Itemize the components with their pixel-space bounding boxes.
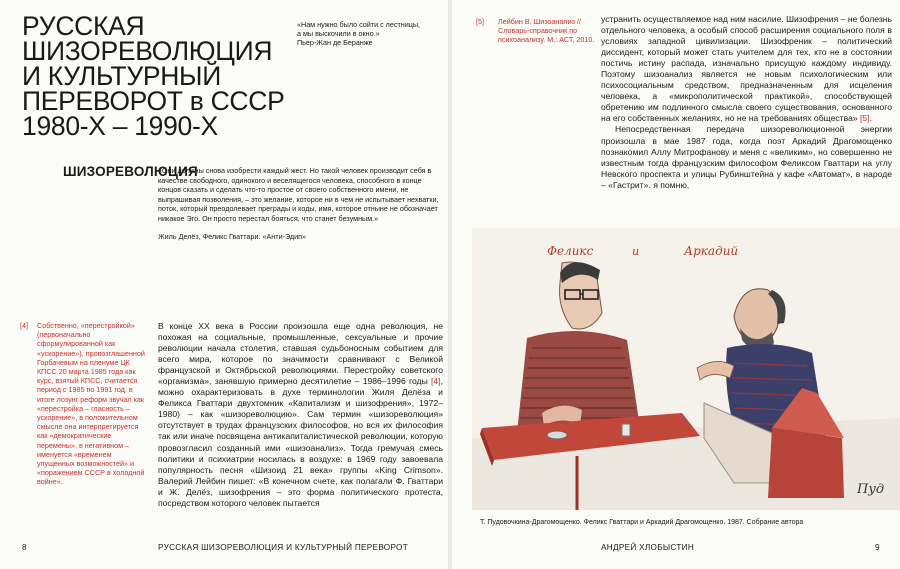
inscription-and: и <box>632 245 640 258</box>
body-text-part: устранить осуществляемое над ним насилие. Шизофрения – не болезнь отдельного человека, а особый способ расширения социального поля в условиях западной цивилизации. Шизофреник – политический диссидент, который может стать учителем для тех, кто не в состоянии постичь истину распада, изначально присущую каждому индивиду. Поэтому шизоанализ является не новым психологическим или психосоциальным средством, предназначенным для исцеления человека, а «микрополитической практикой», способствующей обретению им подлинного смысла своего существования, основанного на его собственных желаниях, но не на требованиях общества» <box>601 14 893 124</box>
body-paragraph <box>601 14 892 124</box>
figure-caption: Т. Пудовочкина-Драгомощенко. Феликс Гваттари и Аркадий Драгомощенко. 1987. Собрание автора <box>480 519 804 526</box>
body-paragraph <box>158 321 443 509</box>
epigraph-source: Жиль Делёз, Феликс Гваттари. «Анти-Эдип» <box>158 231 306 241</box>
body-text-part: , можно охарактеризовать в духе терминологии Жиля Делёза и Феликса Гваттари двухтомник «Капитализм и шизофрения», 1972–1980) – как «шизореволюцию». Сам термин «шизореволюция» отсутствует в трудах французских философов, но вся их философия так или иначе посвящена антикапиталистической революции, которую провозгласил созданный ими «шизоанализ». Тогда гремучая смесь политики и психиатрии носилась в воздухе: в 1969 году завоевала популярность песня «Шизоид 21 века» группы «King Crimson». Валерий Лейбин пишет: «В конечном счете, как полагали Ф. Гваттари и Ж. Делёз, шизофрения – это форма политического протеста, посредством которого человек пытается <box>158 376 443 508</box>
left-page <box>0 0 448 569</box>
body-paragraph: Непосредственная передача шизореволюционной энергии произошла в мае 1987 года, когда поэт Аркадий Драгомощенко познакомил Аллу Митрофанову и меня с «великим», но совершенно не известным тогда французским философом Феликсом Гваттари на углу Невского проспекта и улицы Рубинштейна у кафе «Автомат», в народе – «Гастрит». я помню, <box>601 124 892 190</box>
body-text-part: . <box>869 113 872 124</box>
footnote-text: Собственно, «перестройкой» (первоначально сформулированной как «ускорение»), провозглашенной Горбачевым на пленуме ЦК КПСС 20 марта 1985 года как курс, взятый КПСС, считается период с 1985 по 1991 год, в итоге лозунг реформ звучал как «перестройка – гласность – ускорение», в положительном смысле она интерпретируется как «демократические перемены», в негативном – именуется «временем упущенных возможностей» и «поражением СССР в холодной войне». <box>37 321 145 487</box>
epigraph-author: Пьер-Жан де Беранже <box>297 38 373 47</box>
epigraph-line-2: а мы выскочили в окно.» <box>297 29 380 38</box>
epigraph-deleuze <box>158 166 443 241</box>
epigraph-beranger <box>297 20 447 47</box>
section-heading: ШИЗОРЕВОЛЮЦИЯ <box>63 164 198 179</box>
body-text-left <box>158 321 443 509</box>
title-line-1: РУССКАЯ <box>22 11 145 41</box>
epigraph-quote: «Они должны снова изобрести каждый жест. Но такой человек производит себя в качестве свободного, одинокого и веселящегося человека, способного в конце концов сказать и сделать что-то простое от своего собственного имени, не выпрашивая позволения, – это желание, которое ни в чем не испытывает нехватки, поток, который преодолевает преграды и коды, имя, которое отныне не обозначает никакое Эго. Он просто перестал бояться, что станет безумным.» <box>158 166 439 223</box>
body-text-part: В конце XX века в России произошла еще одна революция, не похожая на социальные, промышленные, сексуальные и прочие революции начала столетия, ставшая судьбоносным событием для всего мира, которое по значимости сравнивают с Великой французской и Октябрьской революциями. Перестройку советского «организма», занявшую примерно десятилетие – 1986–1996 годы <box>158 321 443 387</box>
footnote-4 <box>20 321 145 487</box>
drawing-svg <box>472 228 900 510</box>
footnote-5 <box>476 17 604 45</box>
footnote-ref-4[interactable]: [4] <box>431 376 441 387</box>
body-text-right <box>601 14 892 191</box>
artist-signature: Пуд <box>857 482 885 497</box>
epigraph-line-1: «Нам нужно было сойти с лестницы, <box>297 20 421 29</box>
footnote-number: [5] <box>476 17 484 26</box>
footnote-text: Лейбин В. Шизоанализ // Словарь-справочник по психоанализу. М.: АСТ, 2010. <box>498 17 595 45</box>
title-line-5: 1980-Х – 1990-Х <box>22 111 218 141</box>
page-number-right: 9 <box>875 543 880 552</box>
title-line-4: ПЕРЕВОРОТ в СССР <box>22 86 285 116</box>
inscription-felix: Феликс <box>547 244 594 258</box>
inscription-arkady: Аркадий <box>684 244 739 258</box>
drawing-illustration <box>472 228 900 510</box>
running-head-right: АНДРЕЙ ХЛОБЫСТИН <box>601 543 695 552</box>
chapter-title <box>22 11 292 141</box>
title-line-3: И КУЛЬТУРНЫЙ <box>22 61 221 91</box>
right-page <box>452 0 900 569</box>
running-head-left: РУССКАЯ ШИЗОРЕВОЛЮЦИЯ И КУЛЬТУРНЫЙ ПЕРЕВОРОТ <box>158 543 409 552</box>
footnote-number: [4] <box>20 321 28 330</box>
title-line-2: ШИЗОРЕВОЛЮЦИЯ <box>22 36 273 66</box>
page-number-left: 8 <box>22 543 27 552</box>
footnote-ref-5[interactable]: [5] <box>860 113 870 124</box>
